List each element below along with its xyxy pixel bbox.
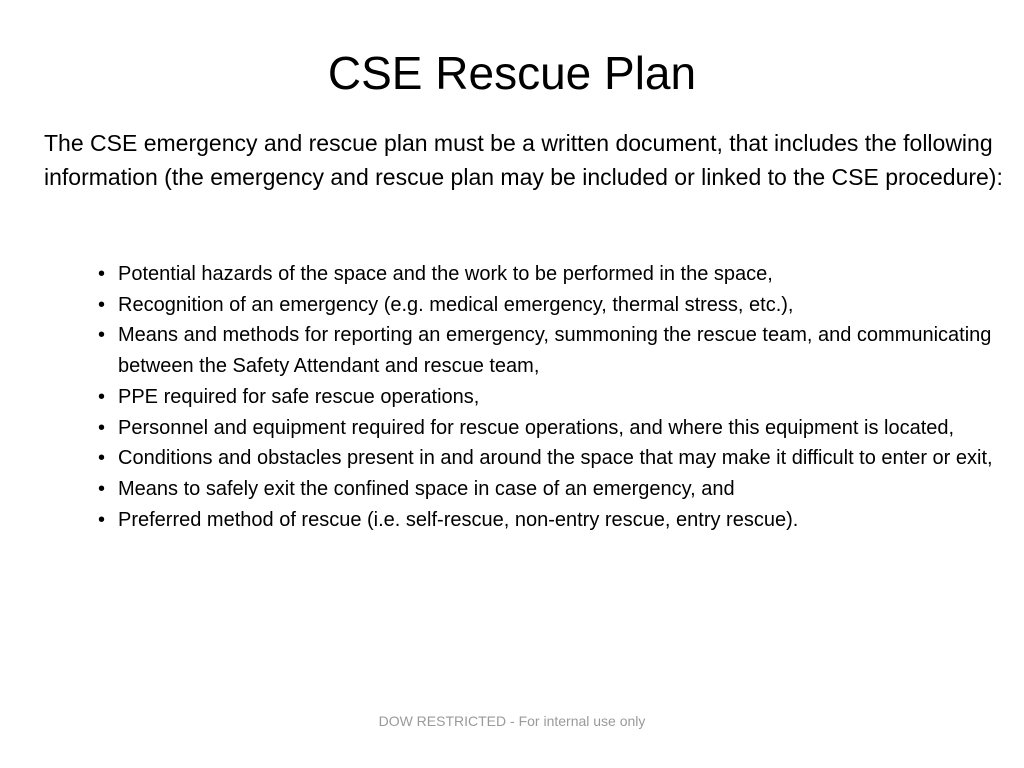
slide-title: CSE Rescue Plan — [327, 47, 697, 99]
bullet-text: Means to safely exit the confined space in case of an emergency, and — [118, 477, 735, 500]
intro-paragraph: The CSE emergency and rescue plan must be a written document, that includes the following information (the emergency and rescue plan may be included or linked to the CSE procedure): — [44, 130, 1003, 190]
bullet-list — [98, 259, 998, 535]
bullet-icon: • — [98, 324, 106, 347]
bullet-text: PPE required for safe rescue operations, — [118, 385, 480, 408]
list-item — [98, 259, 998, 290]
bullet-text: Personnel and equipment required for rescue operations, and where this equipment is located, — [118, 416, 955, 439]
list-item — [98, 443, 998, 474]
list-item — [98, 474, 998, 505]
bullet-icon: • — [98, 508, 106, 531]
list-item — [98, 505, 998, 536]
bullet-icon: • — [98, 477, 106, 500]
bullet-icon: • — [98, 293, 106, 316]
bullet-text: Potential hazards of the space and the work to be performed in the space, — [118, 263, 773, 285]
bullet-icon: • — [98, 416, 106, 439]
bullet-icon: • — [98, 385, 106, 408]
list-item — [98, 413, 998, 444]
footer-classification: DOW RESTRICTED - For internal use only — [378, 713, 646, 729]
bullet-text: Preferred method of rescue (i.e. self-rescue, non-entry rescue, entry rescue). — [118, 508, 799, 531]
bullet-text: Recognition of an emergency (e.g. medical emergency, thermal stress, etc.), — [118, 293, 794, 316]
list-item — [98, 290, 998, 321]
bullet-icon: • — [98, 263, 106, 285]
bullet-text: Conditions and obstacles present in and around the space that may make it difficult to enter or exit, — [118, 447, 993, 470]
list-item — [98, 382, 998, 413]
list-item — [98, 320, 998, 381]
bullet-icon: • — [98, 447, 106, 470]
bullet-text: Means and methods for reporting an emergency, summoning the rescue team, and communicating between the Safety Attendant and rescue team, — [118, 324, 992, 378]
